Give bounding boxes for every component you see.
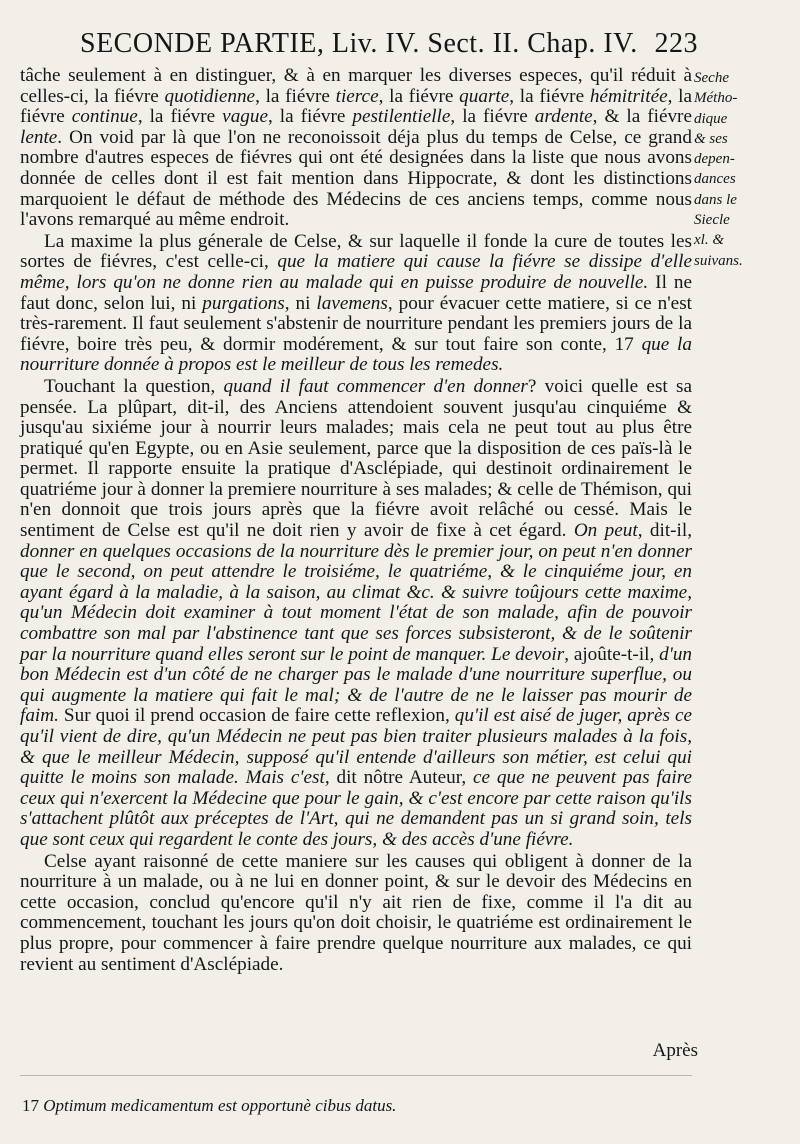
margin-note-line: Métho- [694,90,738,107]
margin-note-line: Seche [694,70,729,86]
text-run: , & la fiévre [592,106,692,128]
footnote-number: 17 [22,1096,39,1115]
text-run: Celse ayant raisonné de cette maniere sur les causes qui obligent à donner de la nourriture à un malade, ou à ne lui en donner point, & sur le devoir des Médecins en cette occasion, conclud qu'encore qu'il n'y ait rien de fixe, comme il l'a dit au commencement, touchant les jours qu'on doit choisir, le quatriéme est ordinairement le plus propre, pour commencer à faire prendre quelque nourriture aux malades, ce qui revient au sentiment d'Asclépiade. [20,850,692,975]
text-run: , pour évacuer cette matiere, si ce n'est très-rarement. Il faut seulement s'abstenir de nourriture pendant les premiers jours de la fiévre, boire très peu, & dormir modérement, & sur tout faire son conte, 17 [20,292,692,355]
paragraph-2 [20,232,692,376]
paragraph-4 [20,852,692,976]
margin-note-line: depen- [694,151,735,168]
paragraph-3 [20,377,692,851]
italic-run: ardente [534,106,593,128]
text-run: , la fiévre [20,85,692,128]
text-run: , ni [284,292,317,314]
italic-run: purgations [202,292,285,314]
margin-note [694,68,778,271]
italic-run: d'un bon Médecin est d'un côté de ne charger pas le malade d'une nourriture superflue, ou qui augmente la matiere qui fait le mal; & de l'autre de ne le laisser pas mourir de faim. [20,643,693,727]
italic-run: que la matiere qui cause la fiévre se dissipe d'elle même, lors qu'on ne donne rien au malade qui en puisse produire de nouvelle. [20,251,692,293]
footnote-divider [20,1075,692,1076]
page-number: 223 [654,28,698,59]
body-text [20,66,692,975]
text-run: , la fiévre [137,106,223,128]
margin-note-line: dances [694,171,736,188]
text-run: , la fiévre [509,85,590,107]
text-run: . On void par là que l'on ne reconoissoit déja plus du temps de Celse, ce grand nombre d'autres especes de fiévres qui ont été designées dans la liste que nous avons donnée de celles dont il est fait mention dans Hippocrate, & dont les distinctions marquoient le défaut de méthode des Médecins de ces anciens temps, comme nous l'avons remarqué au même endroit. [20,126,692,231]
italic-run: hémitritée [589,85,668,107]
italic-run: quotidienne [164,85,256,107]
italic-run: quand il faut commencer d'en donner [223,375,528,397]
text-run: , la fiévre [378,85,460,107]
italic-run: ce que ne peuvent pas faire ceux qui n'exercent la Médecine que pour le gain, & c'est encore par cette raison qu'ils s'attachent plûtôt aux préceptes de l'Art, qui ne demandent pas un si grand soin, tels que sont ceux qui regardent le conte des jours, & des accès d'une fiévre. [20,767,692,850]
italic-run: lente [20,126,58,148]
margin-note-line: dans le [694,191,737,208]
text-run: Sur quoi il prend occasion de faire cette reflexion, [58,705,455,727]
text-run: , dit-il, [637,520,692,542]
running-head-title: SECONDE PARTIE, Liv. IV. Sect. II. Chap. IV. [80,28,638,59]
text-run: , la fiévre [268,106,353,128]
margin-note-line: suivans. [694,252,743,269]
footnote [22,1096,682,1116]
margin-note-line: dique [694,110,728,127]
text-run: La maxime la plus génerale de Celse, & sur laquelle il fonde la cure de toutes les sortes de fiévres, c'est celle-ci, [20,230,692,273]
text-run: Il ne faut donc, selon lui, ni [20,271,692,314]
text-run: , dit nôtre Auteur, [324,767,473,789]
italic-run: quarte [459,85,510,107]
footnote-text: Optimum medicamentum est opportunè cibus datus. [43,1096,397,1115]
italic-run: donner en quelques occasions de la nourriture dès le premier jour, on peut n'en donner que le second, on peut attendre le troisiéme, le quatriéme, & le cinquiéme jour, en ayant égard à la maladie, à la saison, au climat &c. & suivre toûjours cette maxime, qu'un Médecin doit examiner à tout moment l'état de son malade, afin de pouvoir combattre son mal par l'abstinence tant que ses forces subsisteront, & de le soûtenir par la nourriture quand elles seront sur le point de manquer. Le devoir [20,540,692,665]
text-run: , ajoûte-t-il, [564,643,660,665]
italic-run: tierce [335,85,379,107]
italic-run: que la nourriture donnée à propos est le meilleur de tous les remedes. [20,333,692,376]
italic-run: On peut [573,520,638,542]
margin-note-line: Siecle [694,212,730,229]
paragraph-1 [20,66,692,231]
italic-run: continue [71,106,138,128]
text-run: , la fiévre [450,106,535,128]
italic-run: qu'il est aisé de juger, après ce qu'il vient de dire, qu'un Médecin ne peut pas bien traiter plusieurs malades à la fois, & que le meilleur Médecin, supposé qu'il entende d'ailleurs son métier, est celui qui quitte le moins son malade. Mais c'est [20,705,692,789]
italic-run: lavemens [316,292,388,314]
italic-run: pestilentielle [352,106,451,128]
italic-run: vague [222,106,268,128]
text-run: Touchant la question, [44,375,224,397]
text-run: ? voici quelle est sa pensée. La plûpart, dit-il, des Anciens attendoient souvent jusqu'au cinquiéme & jusqu'au sixiéme jour à nourrir leurs malades; mais cela ne peut tout au plus être pratiqué qu'en Egypte, ou en Asie seulement, parce que la disposition de ces païs-là le permet. Il rapporte ensuite la pratique d'Asclépiade, qui destinoit ordinairement le quatriéme jour à donner la premiere nourriture à ses malades; & celle de Thémison, qui n'en donnoit que trois jours après que la fiévre avoit relâché ou cessé. Mais le sentiment de Celse est qu'il ne doit rien y avoir de fixe à cet égard. [20,375,692,542]
text-run: , la fiévre [255,85,336,107]
text-run: tâche seulement à en distinguer, & à en marquer les diverses especes, qu'il réduit à celles-ci, la fiévre [20,65,692,107]
catchword: Après [652,1040,698,1061]
running-head [80,28,698,64]
margin-note-line: xl. & [694,232,724,249]
margin-note-line: & ses [694,130,728,147]
